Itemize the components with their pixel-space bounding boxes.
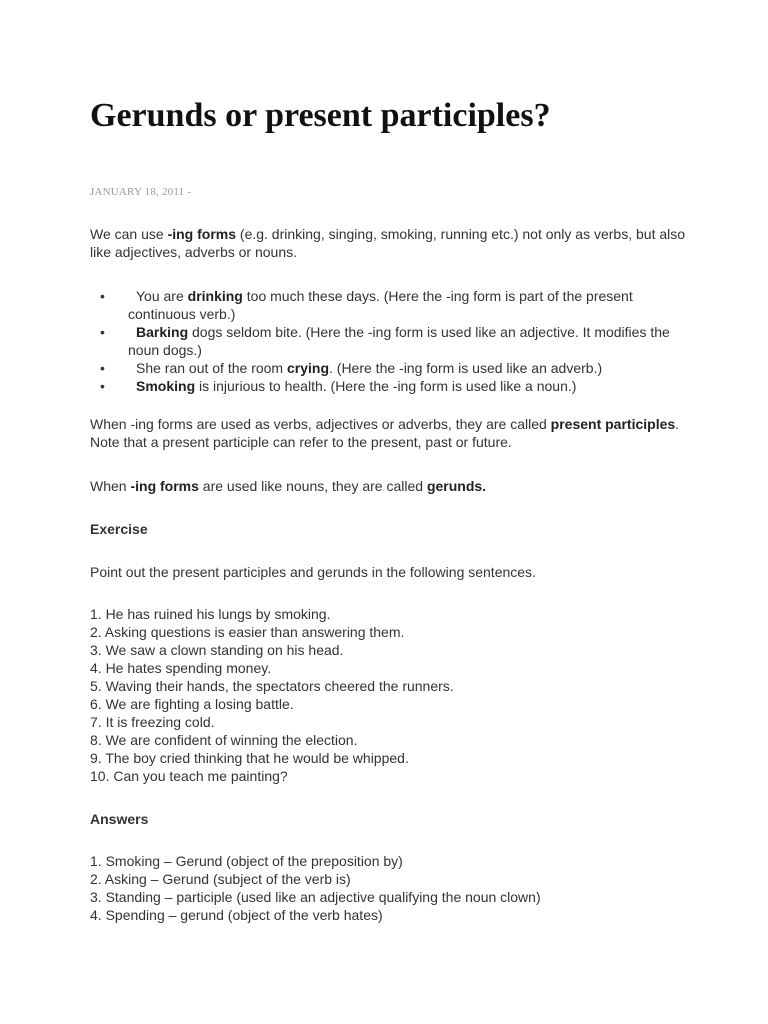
example-text-pre: She ran out of the room bbox=[136, 360, 287, 376]
bullet-icon: • bbox=[100, 324, 105, 340]
gerunds-paragraph bbox=[90, 477, 690, 495]
example-text-pre: You are bbox=[136, 288, 188, 304]
example-bold: drinking bbox=[187, 288, 243, 304]
exercise-item: 10. Can you teach me painting? bbox=[90, 768, 288, 784]
exercise-item: 2. Asking questions is easier than answering them. bbox=[90, 624, 405, 640]
post-date: JANUARY 18, 2011 - bbox=[90, 186, 192, 198]
exercise-item: 1. He has ruined his lungs by smoking. bbox=[90, 606, 331, 622]
present-bold-term: present participles bbox=[550, 416, 676, 432]
example-item bbox=[90, 377, 690, 395]
exercise-item: 6. We are fighting a losing battle. bbox=[90, 696, 294, 712]
bullet-icon: • bbox=[100, 378, 105, 394]
present-text-post: . Note that a present participle can refer to the present, past or future. bbox=[90, 416, 680, 450]
answer-item: 4. Spending – gerund (object of the verb hates) bbox=[90, 907, 383, 923]
bullet-icon: • bbox=[100, 288, 105, 304]
example-item bbox=[90, 287, 690, 323]
exercise-instruction: Point out the present participles and gerunds in the following sentences. bbox=[90, 564, 536, 580]
example-text-post: . (Here the -ing form is used like an adverb.) bbox=[329, 360, 603, 376]
intro-text-post: (e.g. drinking, singing, smoking, running etc.) not only as verbs, but also like adjectives, adverbs or nouns. bbox=[90, 226, 686, 260]
examples-list bbox=[90, 287, 690, 395]
example-bold: Smoking bbox=[136, 378, 196, 394]
example-item bbox=[90, 323, 690, 359]
example-text-post: dogs seldom bite. (Here the -ing form is used like an adjective. It modifies the noun dogs.) bbox=[128, 324, 670, 358]
intro-paragraph bbox=[90, 225, 690, 261]
example-bold: crying bbox=[286, 360, 329, 376]
gerunds-bold-term-1: -ing forms bbox=[130, 478, 199, 494]
exercise-list bbox=[90, 605, 690, 785]
exercise-item: 5. Waving their hands, the spectators cheered the runners. bbox=[90, 678, 454, 694]
answer-item: 1. Smoking – Gerund (object of the preposition by) bbox=[90, 853, 403, 869]
intro-bold-term: -ing forms bbox=[167, 226, 237, 242]
exercise-item: 3. We saw a clown standing on his head. bbox=[90, 642, 344, 658]
answer-item: 3. Standing – participle (used like an adjective qualifying the noun clown) bbox=[90, 889, 541, 905]
present-participles-paragraph bbox=[90, 415, 690, 451]
answers-list bbox=[90, 852, 690, 924]
exercise-item: 4. He hates spending money. bbox=[90, 660, 272, 676]
exercise-item: 7. It is freezing cold. bbox=[90, 714, 215, 730]
example-text-post: too much these days. (Here the -ing form is part of the present continuous verb.) bbox=[128, 288, 633, 322]
intro-text-pre: We can use bbox=[90, 226, 168, 242]
gerunds-bold-term-2: gerunds. bbox=[426, 478, 487, 494]
example-text-post: is injurious to health. (Here the -ing form is used like a noun.) bbox=[195, 378, 577, 394]
answers-heading: Answers bbox=[90, 811, 149, 827]
example-item bbox=[90, 359, 690, 377]
gerunds-text-mid: are used like nouns, they are called bbox=[198, 478, 427, 494]
page-title: Gerunds or present participles? bbox=[90, 97, 551, 134]
gerunds-text-pre: When bbox=[90, 478, 131, 494]
exercise-item: 8. We are confident of winning the election. bbox=[90, 732, 358, 748]
answer-item: 2. Asking – Gerund (subject of the verb is) bbox=[90, 871, 351, 887]
example-bold: Barking bbox=[136, 324, 189, 340]
present-text-pre: When -ing forms are used as verbs, adjectives or adverbs, they are called bbox=[90, 416, 551, 432]
bullet-icon: • bbox=[100, 360, 105, 376]
exercise-item: 9. The boy cried thinking that he would be whipped. bbox=[90, 750, 409, 766]
exercise-heading: Exercise bbox=[90, 521, 148, 537]
